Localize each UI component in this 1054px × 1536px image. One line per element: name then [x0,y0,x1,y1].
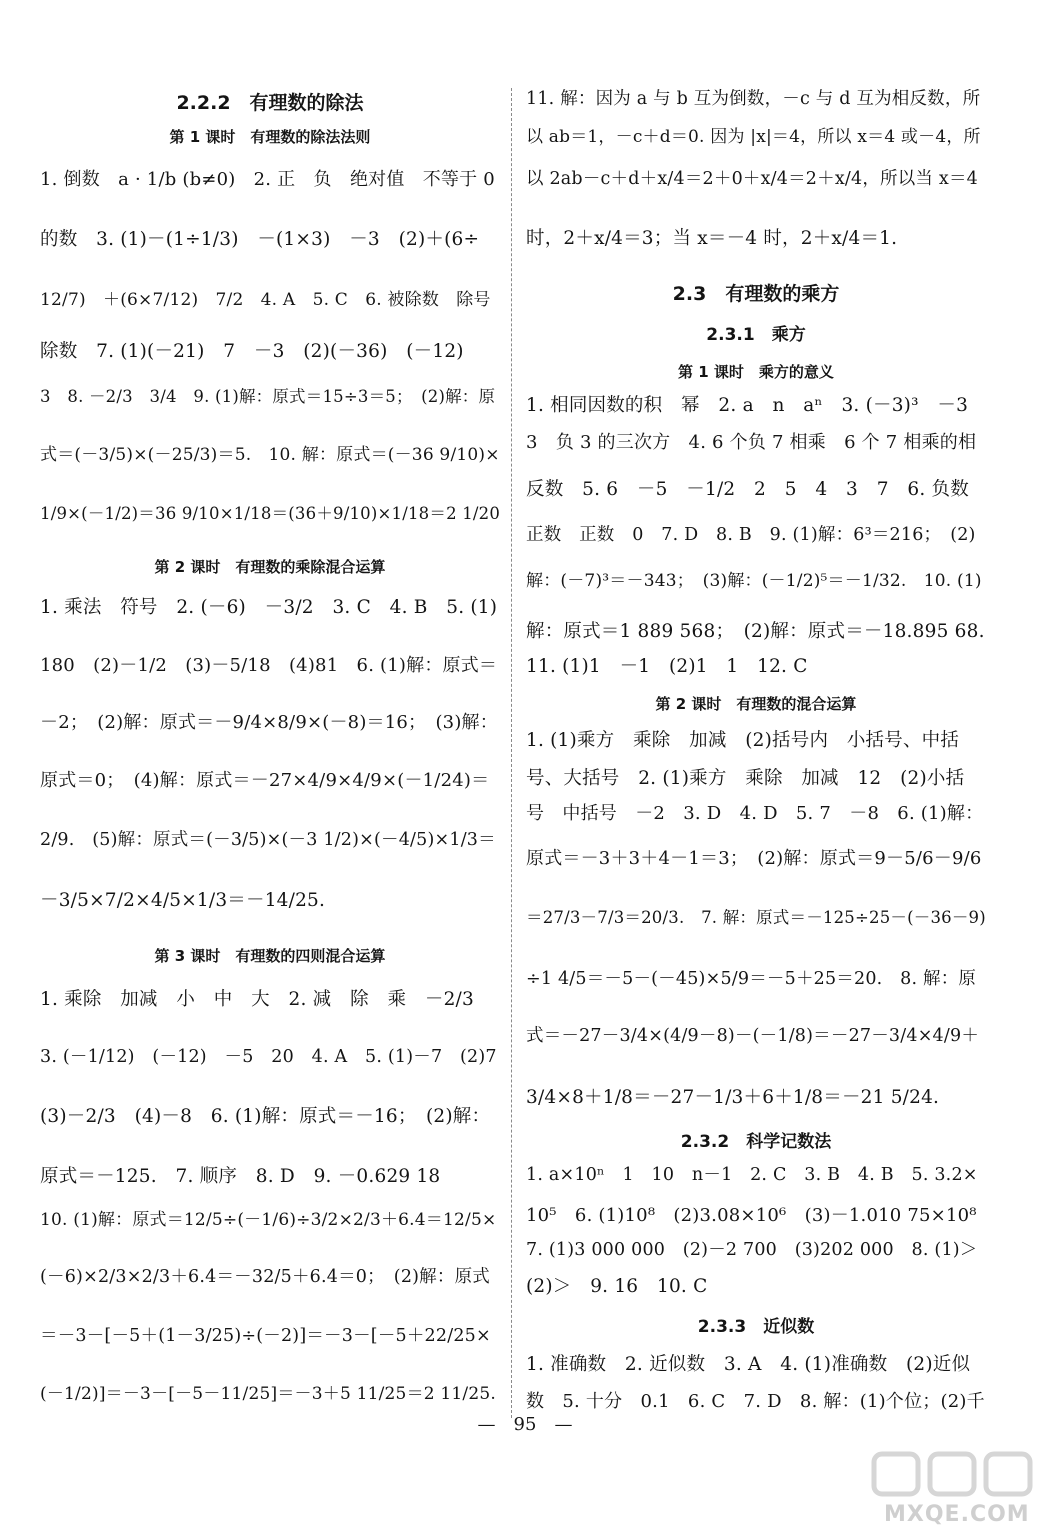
lesson-heading: 第 1 课时 有理数的除法法则 [169,128,371,146]
answer-line: 式＝－27－3/4×(4/9－8)－(－1/8)＝－27－3/4×4/9＋ [526,1026,980,1046]
subsection-heading: 2.3.3 近似数 [697,1317,815,1337]
answer-line: 3 8. －2/3 3/4 9. (1)解：原式＝15÷3＝5； (2)解：原 [40,387,496,406]
subsection-heading: 2.3.1 乘方 [706,325,806,345]
answer-line: 解：(－7)³＝－343； (3)解：(－1/2)⁵＝－1/32. 10. (1) [526,571,982,591]
answer-line: 1. 相同因数的积 幂 2. a n aⁿ 3. (－3)³ －3 [526,395,969,416]
answer-line: 1. 倒数 a · 1/b (b≠0) 2. 正 负 绝对值 不等于 0 [40,169,495,190]
lesson-heading: 第 2 课时 有理数的混合运算 [655,695,857,713]
answer-line: 12/7) ＋(6×7/12) 7/2 4. A 5. C 6. 被除数 除号 [40,290,491,310]
answer-line: 1. 乘除 加减 小 中 大 2. 减 除 乘 －2/3 [40,989,474,1010]
watermark-logo [866,1448,1046,1532]
answer-line: 号、大括号 2. (1)乘方 乘除 加减 12 (2)小括 [526,768,965,789]
answer-line: 原式＝0； (4)解：原式＝－27×4/9×4/9×(－1/24)＝ [40,770,490,791]
answer-line: 7. (1)3 000 000 (2)－2 700 (3)202 000 8. (1)＞ [526,1240,978,1260]
answer-line: 原式＝－3＋3＋4－1＝3； (2)解：原式＝9－5/6－9/6 [526,848,982,869]
answer-line: 除数 7. (1)(－21) 7 －3 (2)(－36) (－12) [40,341,464,362]
lesson-heading: 第 2 课时 有理数的乘除混合运算 [154,558,386,576]
answer-line: (－6)×2/3×2/3＋6.4＝－32/5＋6.4＝0； (2)解：原式 [40,1267,490,1287]
answer-line: 解：原式＝1 889 568； (2)解：原式＝－18.895 68. [526,621,985,642]
lesson-heading: 第 1 课时 乘方的意义 [678,363,834,381]
answer-line: ＝27/3－7/3＝20/3. 7. 解：原式＝－125÷25－(－36－9) [526,908,986,927]
answer-line: 10⁵ 6. (1)10⁸ (2)3.08×10⁶ (3)－1.010 75×10⁸ [526,1205,977,1226]
answer-line: 以 ab＝1，－c＋d＝0. 因为 |x|＝4，所以 x＝4 或－4，所 [526,127,981,147]
answer-line: (2)＞ 9. 16 10. C [526,1276,708,1297]
answer-line: 1. 准确数 2. 近似数 3. A 4. (1)准确数 (2)近似 [526,1354,971,1375]
answer-line: ＝－3－[－5＋(1－3/25)÷(－2)]＝－3－[－5＋22/25× [40,1326,491,1346]
answer-line: －3/5×7/2×4/5×1/3＝－14/25. [40,890,326,911]
column-divider [511,88,512,1418]
subsection-heading: 2.3.2 科学记数法 [680,1132,832,1152]
section-heading: 2.2.2 有理数的除法 [176,92,364,114]
answer-line: 10. (1)解：原式＝12/5÷(－1/6)÷3/2×2/3＋6.4＝12/5× [40,1210,497,1230]
answer-line: 1. a×10ⁿ 1 10 n－1 2. C 3. B 4. B 5. 3.2× [526,1165,978,1185]
answer-line: 的数 3. (1)－(1÷1/3) －(1×3) －3 (2)＋(6÷ [40,229,480,250]
answer-line: 1. 乘法 符号 2. (－6) －3/2 3. C 4. B 5. (1) [40,597,498,618]
answer-seal-icon [866,1448,1046,1508]
answer-line: (－1/2)]＝－3－[－5－11/25]＝－3＋5 11/25＝2 11/25. [40,1384,496,1404]
answer-line: 时，2＋x/4＝3；当 x＝－4 时，2＋x/4＝1. [526,228,898,249]
answer-line: 号 中括号 －2 3. D 4. D 5. 7 －8 6. (1)解： [526,803,984,824]
answer-line: 1. (1)乘方 乘除 加减 (2)括号内 小括号、中括 [526,730,960,751]
answer-line: 3 负 3 的三次方 4. 6 个负 7 相乘 6 个 7 相乘的相 [526,432,977,453]
answer-line: 以 2ab－c＋d＋x/4＝2＋0＋x/4＝2＋x/4，所以当 x＝4 [526,169,979,189]
answer-line: 11. 解：因为 a 与 b 互为倒数，－c 与 d 互为相反数，所 [526,89,981,109]
answer-line: 3. (－1/12) (－12) －5 20 4. A 5. (1)－7 (2)7 [40,1047,497,1067]
answer-line: ÷1 4/5＝－5－(－45)×5/9＝－5＋25＝20. 8. 解：原 [526,969,977,989]
answer-line: 数 5. 十分 0.1 6. C 7. D 8. 解：(1)个位；(2)千 [526,1391,985,1412]
answer-line: 180 (2)－1/2 (3)－5/18 (4)81 6. (1)解：原式＝ [40,655,498,676]
watermark-text: MXQE.COM [884,1502,1030,1527]
answer-line: 3/4×8＋1/8＝－27－1/3＋6＋1/8＝－21 5/24. [526,1087,940,1108]
answer-line: 原式＝－125. 7. 顺序 8. D 9. －0.629 18 [40,1166,441,1187]
answer-line: 11. (1)1 －1 (2)1 1 12. C [526,656,808,677]
answer-line: (3)－2/3 (4)－8 6. (1)解：原式＝－16； (2)解： [40,1106,491,1127]
page-number: — 95 — [477,1414,573,1435]
answer-line: －2； (2)解：原式＝－9/4×8/9×(－8)＝16； (3)解： [40,712,498,733]
lesson-heading: 第 3 课时 有理数的四则混合运算 [154,947,386,965]
answer-line: 反数 5. 6 －5 －1/2 2 5 4 3 7 6. 负数 [526,479,969,500]
answer-line: 式＝(－3/5)×(－25/3)＝5. 10. 解：原式＝(－36 9/10)× [40,445,500,465]
answer-line: 1/9×(－1/2)＝36 9/10×1/18＝(36＋9/10)×1/18＝2 1/20 [40,504,501,523]
answer-line: 2/9. (5)解：原式＝(－3/5)×(－3 1/2)×(－4/5)×1/3＝ [40,830,496,850]
answer-line: 正数 正数 0 7. D 8. B 9. (1)解：6³＝216； (2) [526,525,976,545]
section-heading: 2.3 有理数的乘方 [672,283,840,305]
